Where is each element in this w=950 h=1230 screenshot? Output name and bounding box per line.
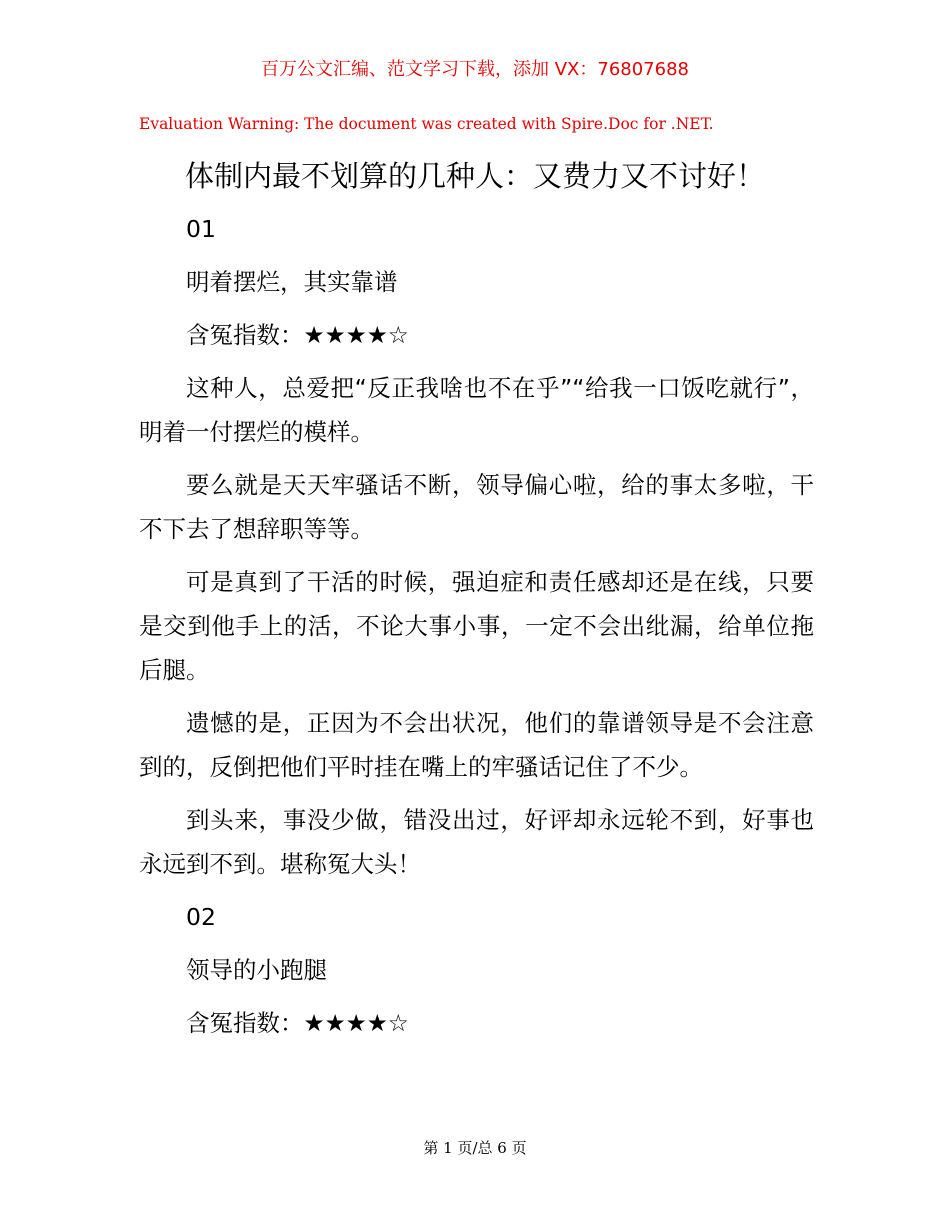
section-number: 01 [186,215,216,243]
evaluation-warning: Evaluation Warning: The document was created with Spire.Doc for .NET. [139,115,714,133]
header-promo: 百万公文汇编、范文学习下载，添加 VX：76807688 [261,59,689,80]
body-paragraph: 到头来，事没少做，错没出过，好评却永远轮不到，好事也永远到不到。堪称冤大头！ [139,806,814,878]
rating-line: 含冤指数：★★★★☆ [186,1009,409,1037]
body-paragraph: 可是真到了干活的时候，强迫症和责任感却还是在线，只要是交到他手上的活，不论大事小事，一定不会出纰漏，给单位拖后腿。 [139,568,814,684]
document-body [139,207,814,1054]
body-paragraph: 这种人，总爱把“反正我啥也不在乎”“给我一口饭吃就行”，明着一付摆烂的模样。 [139,374,814,446]
body-paragraph: 要么就是天天牢骚话不断，领导偏心啦，给的事太多啦，干不下去了想辞职等等。 [139,471,814,543]
document-title: 体制内最不划算的几种人：又费力又不讨好！ [184,159,765,193]
page-footer: 第 1 页/总 6 页 [423,1139,527,1157]
section-heading: 领导的小跑腿 [186,956,327,984]
section-heading: 明着摆烂，其实靠谱 [186,268,398,296]
section-number: 02 [186,903,216,931]
body-paragraph: 遗憾的是，正因为不会出状况，他们的靠谱领导是不会注意到的，反倒把他们平时挂在嘴上的牢骚话记住了不少。 [139,709,814,781]
rating-line: 含冤指数：★★★★☆ [186,321,409,349]
